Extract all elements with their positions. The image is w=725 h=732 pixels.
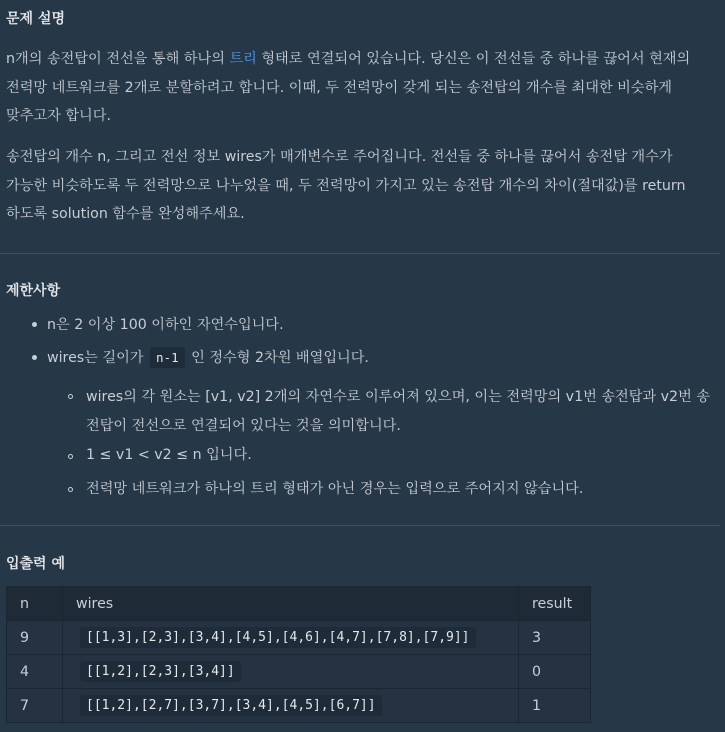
examples-table: [6, 586, 591, 723]
problem-paragraph-1: [6, 45, 718, 131]
wires-code: [[1,2],[2,7],[3,7],[3,4],[4,5],[6,7]]: [80, 695, 382, 716]
constraints-heading: 제한사항: [6, 283, 61, 299]
table-row: [7, 655, 591, 689]
constraint-sub-2: 1 ≤ v1 < v2 ≤ n 입니다.: [86, 447, 252, 463]
tree-link[interactable]: 트리: [229, 51, 257, 67]
wires-code: [[1,3],[2,3],[3,4],[4,5],[4,6],[4,7],[7,8],[7,9]]: [80, 627, 476, 648]
cell-wires: [63, 621, 519, 655]
table-header-row: [7, 587, 591, 621]
table-row: [7, 621, 591, 655]
constraint-sub-3: 전력망 네트워크가 하나의 트리 형태가 아닌 경우는 입력으로 주어지지 않습니다.: [86, 481, 584, 497]
constraint-item-2: [47, 344, 369, 372]
problem-text-1a: n개의 송전탑이 전선을 통해 하나의: [6, 51, 230, 67]
sub-bullet-ring: [68, 394, 73, 399]
header-result: result: [519, 587, 591, 621]
section-divider: [0, 253, 720, 254]
cell-n: 9: [7, 621, 63, 655]
constraint-item-1: n은 2 이상 100 이하인 자연수입니다.: [47, 317, 284, 333]
section-divider: [0, 525, 720, 526]
sub-bullet-ring: [68, 487, 73, 492]
cell-n: 7: [7, 689, 63, 723]
cell-n: 4: [7, 655, 63, 689]
examples-heading: 입출력 예: [6, 556, 65, 572]
bullet-dot: [32, 322, 37, 327]
table-row: [7, 689, 591, 723]
constraint-sub-1: wires의 각 원소는 [v1, v2] 2개의 자연수로 이루어져 있으며, 이는 전력망의 v1번 송전탑과 v2번 송전탑이 전선으로 연결되어 있다는 것을 의미합니다.: [86, 389, 710, 434]
header-n: n: [7, 587, 63, 621]
constraint-item-2-text-b: 인 정수형 2차원 배열입니다.: [186, 350, 369, 366]
wires-code: [[1,2],[2,3],[3,4]]: [80, 661, 241, 682]
cell-result: 1: [519, 689, 591, 723]
cell-result: 3: [519, 621, 591, 655]
cell-wires: [63, 655, 519, 689]
inline-code: n-1: [150, 347, 185, 368]
bullet-dot: [32, 355, 37, 360]
constraint-item-2-text-a: wires는 길이가: [47, 350, 149, 366]
header-wires: wires: [63, 587, 519, 621]
problem-text-1b: 형태로 연결되어 있습니다. 당신은 이 전선들 중 하나를 끊어서 현재의 전력망 네트워크를 2개로 분할하려고 합니다. 이때, 두 전력망이 갖게 되는 송전탑의 개수를 최대한 비슷하게 맞추고자 합니다.: [6, 51, 691, 124]
sub-bullet-ring: [68, 454, 73, 459]
problem-paragraph-2: 송전탑의 개수 n, 그리고 전선 정보 wires가 매개변수로 주어집니다. 전선들 중 하나를 끊어서 송전탑 개수가 가능한 비슷하도록 두 전력망으로 나누었을 때, 두 전력망이 가지고 있는 송전탑 개수의 차이(절대값)를 return 하도록 solution 함수를 완성해주세요.: [6, 149, 686, 222]
cell-result: 0: [519, 655, 591, 689]
problem-heading: 문제 설명: [6, 11, 65, 27]
cell-wires: [63, 689, 519, 723]
